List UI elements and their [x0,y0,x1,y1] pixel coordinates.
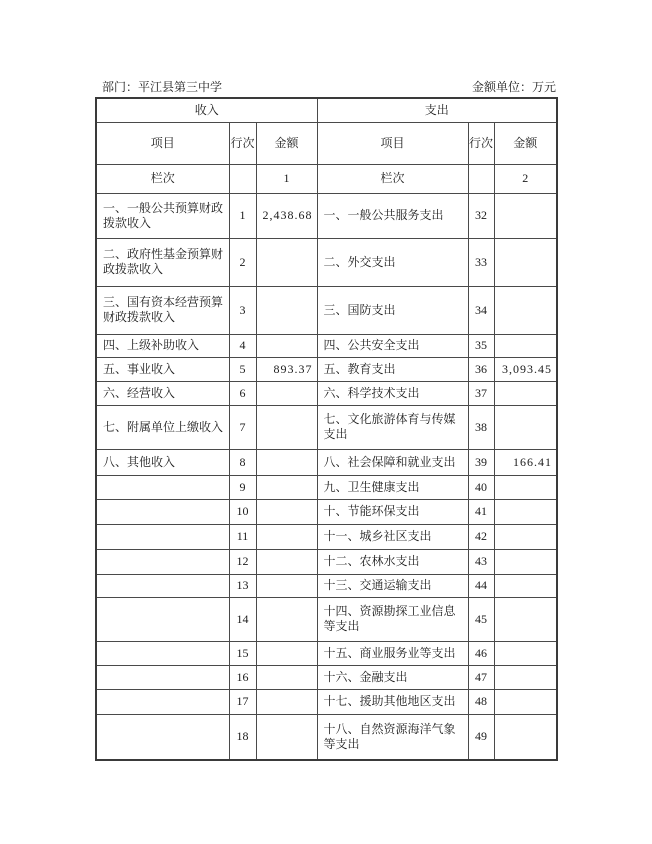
expense-line-no-cell: 48 [468,689,494,714]
income-amount-header: 金额 [256,122,317,164]
expense-amount-cell [494,499,557,524]
income-item-cell: 二、政府性基金预算财政拨款收入 [96,238,229,286]
expense-amount-cell: 166.41 [494,449,557,475]
column-header-row [96,122,557,164]
income-line-no-cell: 5 [229,357,256,381]
section-header-row [96,98,557,122]
expense-line-no-cell: 47 [468,665,494,689]
expense-amount-cell: 3,093.45 [494,357,557,381]
income-line-no-cell: 2 [229,238,256,286]
table-row [96,405,557,449]
income-index-blank [229,164,256,193]
expense-amount-cell [494,475,557,499]
income-amount-cell [256,689,317,714]
income-line-no-cell: 8 [229,449,256,475]
income-amount-cell [256,665,317,689]
expense-line-no-cell: 35 [468,334,494,357]
income-line-no-cell: 10 [229,499,256,524]
expense-section-header: 支出 [317,98,557,122]
income-amount-cell [256,381,317,405]
expense-amount-cell [494,597,557,641]
income-line-no-cell: 18 [229,714,256,760]
budget-table [95,97,558,761]
table-row [96,524,557,549]
expense-item-cell: 十、节能环保支出 [317,499,468,524]
expense-item-cell: 十四、资源勘探工业信息等支出 [317,597,468,641]
table-row [96,286,557,334]
table-row [96,193,557,238]
income-amount-cell [256,714,317,760]
income-item-cell [96,549,229,574]
table-row [96,641,557,665]
income-amount-cell [256,597,317,641]
income-line-no-cell: 3 [229,286,256,334]
income-line-no-cell: 7 [229,405,256,449]
expense-amount-cell [494,549,557,574]
expense-item-cell: 七、文化旅游体育与传媒支出 [317,405,468,449]
income-line-no-cell: 1 [229,193,256,238]
table-row [96,381,557,405]
expense-amount-cell [494,334,557,357]
department-label: 部门：平江县第三中学 [102,80,223,94]
table-row [96,475,557,499]
income-item-cell [96,524,229,549]
income-item-cell: 六、经营收入 [96,381,229,405]
expense-line-no-cell: 32 [468,193,494,238]
income-item-cell [96,597,229,641]
expense-line-no-cell: 34 [468,286,494,334]
expense-line-no-cell: 36 [468,357,494,381]
expense-amount-cell [494,286,557,334]
income-amount-cell [256,499,317,524]
table-row [96,334,557,357]
income-line-no-cell: 16 [229,665,256,689]
income-section-header: 收入 [96,98,317,122]
income-index-value: 1 [256,164,317,193]
income-amount-cell [256,574,317,597]
expense-index-label: 栏次 [317,164,468,193]
expense-item-cell: 一、一般公共服务支出 [317,193,468,238]
expense-item-cell: 十六、金融支出 [317,665,468,689]
table-row [96,597,557,641]
income-amount-cell [256,475,317,499]
expense-item-cell: 九、卫生健康支出 [317,475,468,499]
income-line-no-cell: 6 [229,381,256,405]
expense-line-no-cell: 37 [468,381,494,405]
expense-amount-cell [494,405,557,449]
income-amount-cell [256,641,317,665]
expense-line-no-cell: 33 [468,238,494,286]
table-row [96,574,557,597]
income-index-label: 栏次 [96,164,229,193]
income-item-cell: 八、其他收入 [96,449,229,475]
table-row [96,238,557,286]
income-line-no-cell: 17 [229,689,256,714]
expense-line-no-cell: 49 [468,714,494,760]
expense-item-cell: 十三、交通运输支出 [317,574,468,597]
income-line-no-cell: 12 [229,549,256,574]
income-amount-cell: 893.37 [256,357,317,381]
income-amount-cell [256,524,317,549]
expense-item-cell: 八、社会保障和就业支出 [317,449,468,475]
expense-line-no-header: 行次 [468,122,494,164]
expense-item-cell: 十一、城乡社区支出 [317,524,468,549]
amount-unit-label: 金额单位：万元 [471,80,556,94]
income-item-cell [96,475,229,499]
expense-line-no-cell: 44 [468,574,494,597]
table-row [96,665,557,689]
expense-line-no-cell: 41 [468,499,494,524]
income-line-no-cell: 15 [229,641,256,665]
income-item-cell: 五、事业收入 [96,357,229,381]
income-item-cell: 七、附属单位上缴收入 [96,405,229,449]
expense-amount-cell [494,714,557,760]
expense-index-blank [468,164,494,193]
expense-amount-cell [494,574,557,597]
expense-item-cell: 六、科学技术支出 [317,381,468,405]
expense-item-cell: 十七、援助其他地区支出 [317,689,468,714]
expense-amount-cell [494,689,557,714]
expense-line-no-cell: 40 [468,475,494,499]
expense-item-cell: 十八、自然资源海洋气象等支出 [317,714,468,760]
income-item-cell [96,665,229,689]
expense-amount-cell [494,524,557,549]
expense-amount-cell [494,193,557,238]
income-item-cell: 四、上级补助收入 [96,334,229,357]
income-amount-cell [256,238,317,286]
expense-line-no-cell: 46 [468,641,494,665]
expense-line-no-cell: 43 [468,549,494,574]
income-line-no-header: 行次 [229,122,256,164]
income-amount-cell [256,405,317,449]
expense-item-cell: 二、外交支出 [317,238,468,286]
expense-amount-cell [494,641,557,665]
income-item-cell: 一、一般公共预算财政拨款收入 [96,193,229,238]
expense-line-no-cell: 45 [468,597,494,641]
income-item-cell [96,499,229,524]
income-line-no-cell: 13 [229,574,256,597]
income-line-no-cell: 9 [229,475,256,499]
page-header [95,80,556,94]
table-row [96,449,557,475]
income-line-no-cell: 11 [229,524,256,549]
expense-amount-cell [494,238,557,286]
table-row [96,549,557,574]
expense-item-cell: 四、公共安全支出 [317,334,468,357]
income-item-cell [96,689,229,714]
expense-item-cell: 三、国防支出 [317,286,468,334]
income-item-cell [96,641,229,665]
expense-line-no-cell: 42 [468,524,494,549]
expense-item-cell: 五、教育支出 [317,357,468,381]
table-row [96,499,557,524]
income-amount-cell [256,449,317,475]
column-index-row [96,164,557,193]
table-row [96,689,557,714]
expense-item-header: 项目 [317,122,468,164]
table-row [96,357,557,381]
income-line-no-cell: 14 [229,597,256,641]
expense-line-no-cell: 38 [468,405,494,449]
expense-line-no-cell: 39 [468,449,494,475]
expense-index-value: 2 [494,164,557,193]
income-amount-cell [256,334,317,357]
income-item-cell [96,574,229,597]
income-amount-cell [256,286,317,334]
expense-amount-cell [494,665,557,689]
expense-amount-cell [494,381,557,405]
income-line-no-cell: 4 [229,334,256,357]
expense-item-cell: 十五、商业服务业等支出 [317,641,468,665]
income-item-header: 项目 [96,122,229,164]
table-row [96,714,557,760]
expense-amount-header: 金额 [494,122,557,164]
income-amount-cell [256,549,317,574]
income-item-cell: 三、国有资本经营预算财政拨款收入 [96,286,229,334]
income-amount-cell: 2,438.68 [256,193,317,238]
income-item-cell [96,714,229,760]
expense-item-cell: 十二、农林水支出 [317,549,468,574]
